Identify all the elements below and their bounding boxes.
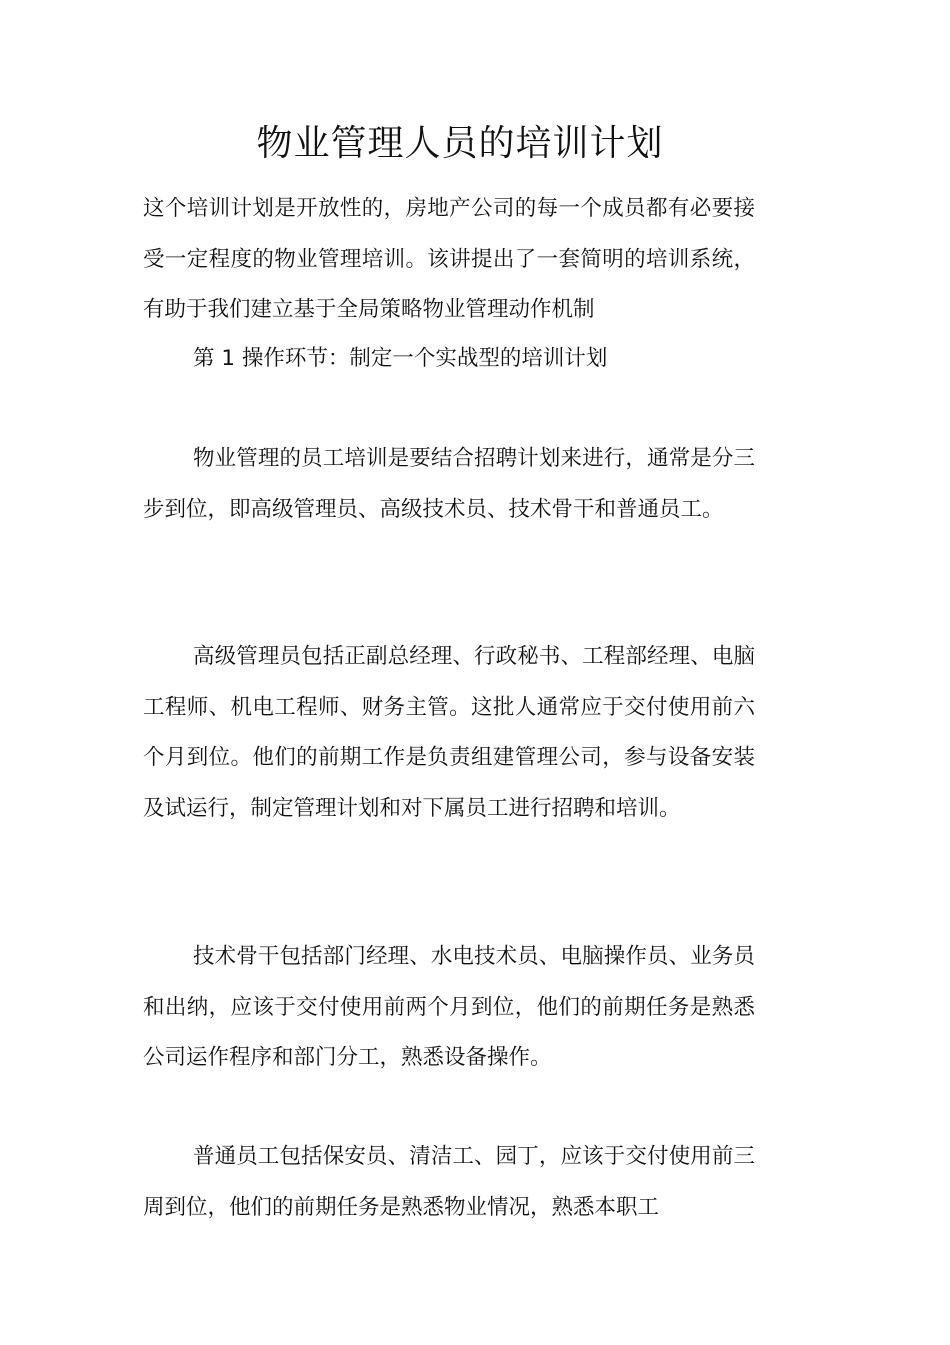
intro-paragraph: 这个培训计划是开放性的，房地产公司的每一个成员都有必要接受一定程度的物业管理培训。该讲提出了一套简明的培训系统，有助于我们建立基于全局策略物业管理动作机制 (143, 196, 755, 322)
overview-paragraph: 物业管理的员工培训是要结合招聘计划来进行，通常是分三步到位，即高级管理员、高级技术员、技术骨干和普通员工。 (143, 446, 755, 522)
document-title: 物业管理人员的培训计划 (256, 123, 664, 164)
senior-staff-paragraph: 高级管理员包括正副总经理、行政秘书、工程部经理、电脑工程师、机电工程师、财务主管。这批人通常应于交付使用前六个月到位。他们的前期工作是负责组建管理公司，参与设备安装及试运行，制定管理计划和对下属员工进行招聘和培训。 (143, 644, 755, 821)
general-staff-paragraph: 普通员工包括保安员、清洁工、园丁，应该于交付使用前三周到位，他们的前期任务是熟悉物业情况，熟悉本职工 (143, 1144, 755, 1220)
technical-staff-paragraph: 技术骨干包括部门经理、水电技术员、电脑操作员、业务员和出纳，应该于交付使用前两个月到位，他们的前期任务是熟悉公司运作程序和部门分工，熟悉设备操作。 (143, 944, 755, 1070)
step-1-heading: 第 1 操作环节：制定一个实战型的培训计划 (193, 346, 608, 371)
